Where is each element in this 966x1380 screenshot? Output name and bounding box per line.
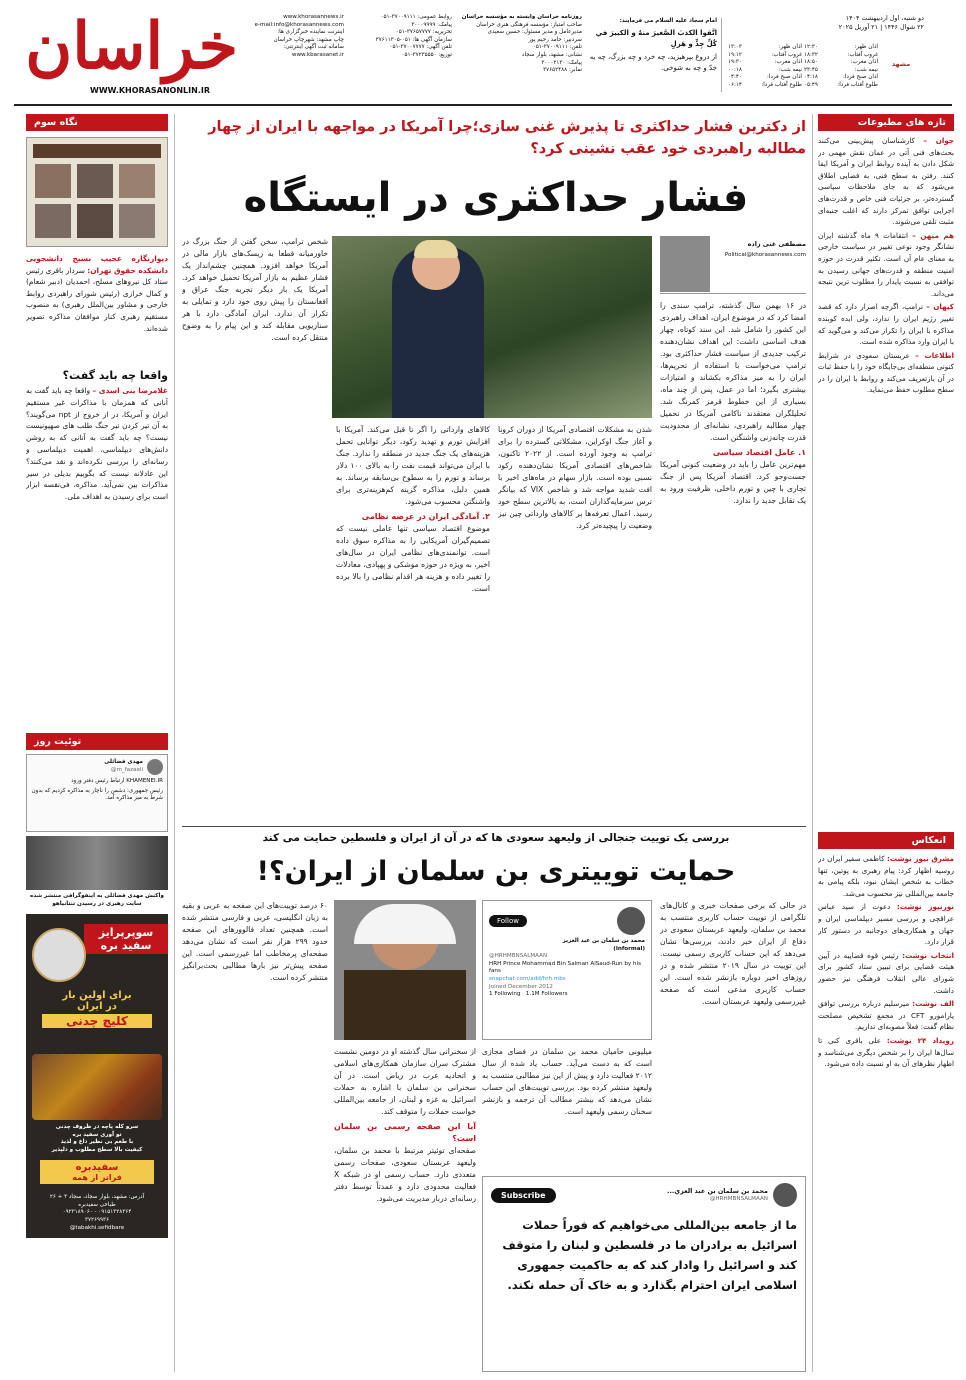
- right-column-2: [818, 832, 954, 1372]
- prayer-time: ۱۲:۳۰: [804, 44, 818, 50]
- lamb-image: [32, 928, 86, 982]
- opinion-title: واقعا چه باید گفت؟: [62, 369, 168, 382]
- newspaper-logo: خراسان: [25, 9, 238, 84]
- prayer-time: ۰۰:۱۸: [728, 66, 742, 73]
- section-tab-third-view: نگاه سوم: [26, 114, 168, 131]
- prayer-label: نیمه شب:: [778, 66, 802, 73]
- prayer-time: ۰۵:۴۹: [804, 81, 818, 88]
- prayer-row: [728, 59, 802, 67]
- section-tab-press: تازه های مطبوعات: [818, 114, 954, 131]
- prayer-mashhad: [804, 44, 878, 90]
- prayer-label: اذان ظهر:: [778, 44, 802, 50]
- prayer-label: اذان صبح فردا:: [842, 74, 878, 81]
- prayer-label: طلوع آفتاب فردا:: [761, 81, 802, 88]
- tweet-photo: [26, 836, 168, 890]
- tweet-post-text: ما از جامعه بین‌المللی می‌خواهیم که فوراً حملات اسرائیل به برادران ما در فلسطین و لبنان را متوقف کند و اسرائیل را وادار کند که به حاکمیت جمهوری اسلامی ایران احترام بگذارد و به خاک آن حمله نکند.: [502, 1218, 797, 1292]
- prayer-time: ۰۴:۴۰: [728, 74, 742, 81]
- author-box: مصطفی غنی زاده Political@khorasannews.com: [660, 236, 806, 294]
- prayer-label: نیمه شب:: [854, 66, 878, 73]
- prayer-label: اذان مغرب:: [850, 59, 878, 66]
- prayer-row: [804, 67, 878, 75]
- tweet-profile-card: Follow محمد بن سلمان بن عبد العزيز (Informal) @HRHMBNSALMAAN HRH Prince Mohammad Bin Salman AlSaud-Run by his fans snapchat.com/add/hrh.mbs Joined December 2012 1 Following 1.1M Followers: [482, 900, 652, 1040]
- site-url: WWW.KHORASANONLIN.IR: [90, 86, 210, 95]
- press-items: جوان – کارشناسان پیش‌بینی می‌کنند بحث‌های فنی آتی در عمان نقش مهمی در شکل دادن به آینده روابط ایران و آمریکا ایفا کنند. رفتن به سطح فنی، به فضایی اطلاق می‌شود که به جای ملاحظات سیاسی گسترده‌تر، بر جزئیات فنی خاص و قدرت‌های اجرایی توافق تمرکز دارند که اغلب جنبه‌ای مثبت تلقی می‌شوند. هم میهن – انتقامات ۹ ماه گذشته ایران نشانگر وجود نوعی تغییر در سیاست خارجی به معنای عام آن است. تکثیر قدرت در حوزه امنیت منطقه و قدرت‌های جهانی رسیدن به توافقی به نسبت پایدار را مطلوب ترین نتیجه می‌داند. کیهان – ترامپ، اگرچه اصرار دارد که قصد تغییر رژیم ایران را ندارد، ولی ایده کوبنده مذاکره با ایران را تکرار می‌کند و می‌گوید که با ایران وارد مذاکره شده است. اطلاعات – عربستان سعودی در شرایط کنونی منطقه‌ای بی‌جایگاه خود را با حفظ ثبات در آن بازتعریف می‌کند و روابط با ایران را در سطح مطلوب حفظ می‌نماید.: [818, 136, 954, 395]
- prayer-label: اذان ظهر:: [854, 44, 878, 50]
- article2-col-1: در حالی که برخی صفحات خبری و کانال‌های تلگرامی از توییت حساب کاربری منتسب به محمد بن سلمان، ولیعهد عربستان سعودی در دفاع از ایران خبر دادند، بررسی‌ها نشان می‌دهد که این حساب کاربری رسمی نیست. این توییت در سال ۲۰۱۹ منتشر شده و در روزهای اخیر دوباره بازنشر شده است. این حساب کاربری مدعی است که صفحه غیررسمی ولیعهد عربستان است.: [660, 901, 806, 1006]
- reflection-items: مشرق نیوز نوشت: کاظمی سفیر ایران در روسیه اظهار کرد: پیام رهبری به پوتین، تنها خطاب به شخص ایشان نبود، بلکه پیامی به جامعه بین‌المللی نیز محسوب می‌شد. نورنیوز نوشت: دعوت از سید عباس عراقچی و بررسی مسیر دیپلماسی ایران و جهان و همکاری‌های دوجانبه در دستور کار قرار دارد. انتخاب نوشت: رئیس قوه قضاییه در آیین هیئت قضایی برای تبیین ستاد کشور برای شورای عالی انقلاب فرهنگی نیز حضور داشت. الف نوشت: میرسلیم درباره بررسی توافق پارامورو CFT در مجمع تشخیص مصلحت نظام گفت: فعلاً مصوبه‌ای نداریم. رویداد ۲۴ نوشت: علی باقری کنی تا سال‌ها ایران را بر شخص دیگری می‌شناسد و اظهار نظرهای آن به او نسبت داده می‌شود.: [818, 854, 954, 1069]
- article2-col-4: ۶۰ درصد توییت‌های این صفحه به عربی و بقیه به زبان انگلیسی، عربی و فارسی منتشر شده است. همچنین تعداد فالوورهای این صفحه حدود ۲۹۹ هزار نفر است که نشان می‌دهد صفحه‌ای پرمخاطب اما غیررسمی است. این صفحه پیش‌تر نیز بارها مطالبی بحث‌برانگیز منتشر کرده است.: [182, 901, 328, 982]
- prayer-time: ۱۸:۳۲: [804, 51, 818, 58]
- right-column-divider: [812, 114, 813, 1372]
- hadith-quote: امام سجاد علیه السلام می فرمایند: اتَّقوا الكذبَ الصَّغيرَ منهُ و الكبيرَ في كُلِّ جِدٍّ و هَزلٍ از دروغ بپرهیزید، چه خرد و چه بزرگ، چه به جدّ و چه به شوخی.: [586, 18, 722, 92]
- masthead: [0, 0, 966, 108]
- prayer-time: ۲۳:۴۵: [804, 66, 818, 73]
- web-info: www.khorasannews.ir e-mail:info@khorasannews.com اینترنت نماینده خبرگزاری ها: چاپ مشهد: شهرچاپ خراسان سامانه ثبت آگهی اینترنتی: www.kbarasanet.ir: [254, 14, 344, 58]
- city-label-mashhad: مشهد: [891, 60, 911, 68]
- section-tab-reflection: انعکاس: [818, 832, 954, 849]
- prayer-times: [728, 44, 878, 94]
- main-kicker: از دکترین فشار حداکثری تا پذیرش غنی سازی؛چرا آمریکا در مواجهه با ایران از چهار مطالبه راهبردی خود عقب نشینی کرد؟: [208, 119, 806, 157]
- prayer-label: اذان مغرب:: [774, 59, 802, 66]
- restaurant-ad: سوپرپرایز سفید بره برای اولین بار در ایران کلیچ چدنی سرو کله پاچه در ظروف چدنی تو آوری سفید بره با طعم بی نظیر داغ و لذیذ کیفیت بالا سطح مطلوب و دلپذیر سفیدبره فراتر از همه آدرس: مشهد، بلوار سجاد، سجاد ۴ + ۲۶ طباخی سفیدبره ۰۹۱۵۱۳۲۸۳۶۴ - ۰۹۲۳۱۸۹۰۶۰ ۳۷۲۶۹۹۳۶ @tabakhi.sefidbare: [26, 914, 168, 1238]
- prayer-row: [728, 74, 802, 82]
- masthead-divider: [14, 104, 952, 106]
- left-column-divider: [174, 114, 175, 1372]
- author-photo: [660, 236, 710, 292]
- contact-info: روابط عمومی: ۳۷۰۰۹۱۱۱-۰۵۱ پیامک: ۳۰۰۰۹۹۹۹ تحریریه: ۳۷۶۵۷۷۷۷-۰۵۱ سازمان آگهی ها: ۰۵۱-۳۷۶۱۱۳۰۵ تلفن آگهی: ۳۷۰۰۷۷۷۷-۰۵۱ توزیع: ۳۷۲۳۵۵۵۰-۰۵۱: [375, 14, 452, 58]
- prayer-row: [804, 44, 878, 52]
- prayer-tehran: [728, 44, 802, 90]
- avatar: [147, 759, 163, 775]
- prayer-row: [728, 82, 802, 90]
- prayer-row: [728, 67, 802, 75]
- food-image: [32, 1054, 162, 1120]
- publisher-info: روزنامه خراسان وابسته به مؤسسه خراسان صاحب امتیاز: مؤسسه فرهنگی هنری خراسان مدیرعامل و مدیر مسئول: حسین سعیدی سردبیر: حامد رحیم پور تلفن: ۳۷۰۰۹۱۱۱-۰۵۱ نشانی: مشهد، بلوار سجاد پیامک: ۳۰۰۰۲۱۳۰ نمابر: ۳۷۶۵۲۴۸۸: [461, 14, 582, 74]
- mural-caption: دیوارنگاره عجیب بسیج دانشجویی دانشکده حقوق تهران: سردار باقری رئیس ستاد کل نیروهای مسلح، احمدیان (دبیر شعام) و کمال خرازی (رئیس شورای راهبردی روابط خارجی و مشاور بین‌الملل رهبری) به منصوب مستقیم رهبری کنار موافقان مذاکره تصویر شده‌اند.: [26, 254, 168, 333]
- left-column: [26, 114, 168, 1372]
- main-col-3: کالاهای وارداتی را اگر تا قبل می‌کند. آمریکا با افزایش تورم و تهدید رکود، دیگر توانایی تحمل هزینه‌های یک جنگ جدید در منطقه را ندارد. جنگ با ایران می‌تواند قیمت نفت را به بالای ۱۰۰ دلار برساند و تورم را به سطوح بی‌سابقه برساند. به همین دلیل، مذاکره گزینه کم‌هزینه‌تری برای واشنگتن محسوب می‌شود. ۲. آمادگی ایران در عرصه نظامی موضوع اقتصاد سیاسی تنها عاملی نیست که تصمیم‌گیران آمریکایی را به مذاکره سوق داده است. توانمندی‌های نظامی ایران در سال‌های اخیر، به ویژه در حوزه موشکی و پهپادی، معادلات را تغییر داده و هزینه هر اقدام نظامی را بالا برده است.: [336, 425, 490, 593]
- prayer-label: غروب آفتاب:: [771, 51, 802, 58]
- main-article-divider: [182, 826, 806, 827]
- tweet-post-card: محمد بن سلمان بن عبد العزي... @HRHMBNSALMAAN Subscribe ما از جامعه بین‌المللی می‌خواهیم که فوراً حملات اسرائیل به برادران ما در فلسطین و لبنان را متوقف کند و اسرائیل را وادار کند که به حاکمیت جمهوری اسلامی ایران احترام بگذارد و به خاک آن حمله نکند.: [482, 1176, 806, 1372]
- prayer-time: ۱۳:۰۳: [728, 44, 742, 50]
- binsalman-photo: [334, 900, 476, 1040]
- article2-kicker: بررسی یک توییت جنجالی از ولیعهد سعودی ها که در آن از ایران و فلسطین حمایت می کند: [262, 832, 730, 844]
- issue-date: دو شنبه، اول اردیبهشت ۱۴۰۴ ۲۲ شوال ۱۴۴۶ | ۲۱ آوریل ۲۰۲۵: [838, 14, 924, 32]
- main-col-1: در ۱۶ بهمن سال گذشته، ترامپ سندی را امضا کرد که در موضوع ایران، اهداف راهبردی این کشور را شامل شد. این سند کوتاه، چهار هدف اساسی داشت: این اهداف نشان‌دهنده ترکیب جدیدی از سیاست فشار حداکثری بود. ترامپ می‌خواست با استفاده از تحریم‌ها، ایران را به میز مذاکره بکشاند و امتیازات بیشتری بگیرد؛ اما در عمل، پس از چند ماه، بسیاری از این خطوط قرمز کمرنگ شد. تحلیلگران معتقدند ناکامی آمریکا در تحمیل چهار مطالبه راهبردی، نشانه‌ای از محدودیت قدرت چانه‌زنی واشنگتن است. ۱. عامل اقتصاد سیاسی مهم‌ترین عامل را باید در وضعیت کنونی آمریکا جست‌وجو کرد. اقتصاد آمریکا پس از جنگ تجاری با چین و تورم داخلی، ظرفیت ورود به یک تقابل جدید را ندارد.: [660, 301, 806, 505]
- prayer-label: اذان صبح فردا:: [766, 74, 802, 81]
- prayer-time: ۱۹:۱۲: [728, 51, 742, 58]
- prayer-row: [728, 52, 802, 60]
- prayer-label: طلوع آفتاب فردا:: [837, 81, 878, 88]
- main-col-2: شدن به مشکلات اقتصادی آمریکا از دوران کرونا و آغاز جنگ اوکراین، مشکلاتی گسترده را برای ترامپ به وجود آورده است. از ۲۰۲۲ تاکنون، شاخص‌های اقتصادی آمریکا نشان‌دهنده رکود نسبی بوده است. بازار سهام در ماه‌های اخیر با افت شدید مواجه شد و شاخص VIX که بیانگر ترس سرمایه‌گذاران است، به بالاترین سطح خود رسید. اعمال تعرفه‌ها بر کالاهای وارداتی چین نیز وضعیت را پیچیده‌تر کرد.: [498, 425, 652, 530]
- prayer-time: ۰۶:۱۴: [728, 81, 742, 88]
- opinion-text: غلامرضا بنی اسدی – واقعا چه باید گفت به آنانی که همزمان با مذاکرات غیر مستقیم ایران و آمریکا، در از خروج از npt می‌گویند؟ به آن تیر کردن تیر جنگ طلب های صهیونیست نیست؟ چه باید گفت به آنانی که به روشن دانش‌های دیپلماسی، اهمیت دیپلماسی و رسانه‌ای را بررسی نکرده‌اند و نقد می‌کنند؟ این عادلانه نیست که بگوییم بدیلی در سیر مذاکرات بین نمی‌آید. مذاکره، فی‌نفسه ابزار است برای رسیدن به اهداف ملی.: [26, 386, 168, 502]
- article2-headline: حمایت توییتری بن سلمان از ایران؟!: [256, 856, 736, 887]
- section-tab-tweet: توئیت روز: [26, 733, 168, 750]
- tweet-caption: واکنش مهدی فضائلی به اینفوگرافی منتشر شده سایت رهبری در رسیدن تنتانیاهو: [30, 893, 164, 907]
- prayer-label: غروب آفتاب:: [847, 51, 878, 58]
- article2-col-3: از سخنرانی سال گذشته او در دومین نشست مشترک سران سازمان همکاری‌های اسلامی و اتحادیه عرب در ریاض است. در آن سخنرانی بن سلمان با اشاره به حملات اسرائیل به غزه و لبنان، از جامعه بین‌المللی خواست حملات را متوقف کند. آیا این صفحه رسمی بن سلمان است؟ صفحه‌ای توئیتر مرتبط با محمد بن سلمان، ولیعهد عربستان سعودی، صفحات رسمی متعددی دارد. حساب رسمی او در شبکه X فعالیت محدودی دارد و عمدتاً توسط دفتر رسانه‌ای دربار مدیریت می‌شود.: [334, 1047, 476, 1203]
- prayer-time: ۱۹:۳۰: [728, 59, 742, 66]
- prayer-time: ۱۸:۵۰: [804, 59, 818, 66]
- main-col-4: شخص ترامپ، سخن گفتن از جنگ بزرگ در خاورمیانه قطعا به ریسک‌های بازار مالی در آمریکا خواهد افزود. همچنین چشم‌انداز یک فشار عظیم به بازار آمریکا تحمیل خواهد کرد. آمریکا یک بار دیگر تجربه جنگ عراق و افغانستان را پیش روی خود دارد و تمایلی به تکرار آن ندارد. ایران آمادگی دارد با هر سناریویی مقابله کند و این پیام را به وضوح منتقل کرده است.: [182, 237, 328, 342]
- subscribe-button[interactable]: Subscribe: [491, 1188, 556, 1203]
- tweet-card: مهدی فضائلی @m_fazaeli KHAMENEI.IR ارتباط رئیس دفتر ورود رئیس جمهوری: دشمن را ناچار به مذاکره کردیم که بدون شرط به میز مذاکره آمد.: [26, 754, 168, 832]
- trump-photo: [332, 236, 652, 418]
- prayer-row: [728, 44, 802, 52]
- post-avatar: [773, 1183, 797, 1207]
- follow-button[interactable]: Follow: [489, 915, 527, 927]
- main-headline: فشار حداکثری در ایستگاه: [243, 175, 749, 221]
- prayer-time: ۰۴:۱۸: [804, 74, 818, 81]
- profile-avatar: [617, 907, 645, 935]
- prayer-row: [804, 82, 878, 90]
- prayer-row: [804, 52, 878, 60]
- mural-image: [26, 137, 168, 247]
- right-column: [818, 114, 954, 826]
- prayer-row: [804, 59, 878, 67]
- article2-col-2: میلیونی حامیان محمد بن سلمان در فضای مجازی است که به دست می‌آید. حساب یاد شده از سال ۲۰۱۲ فعالیت دارد و پیش از این نیز مطالبی منتسب به ولیعهد منتشر کرده بود. بررسی توییت‌های این حساب نشان می‌دهد که بیشتر مطالب آن ترجمه و بازنشر سخنان رسمی ولیعهد است.: [482, 1047, 652, 1116]
- prayer-row: [804, 74, 878, 82]
